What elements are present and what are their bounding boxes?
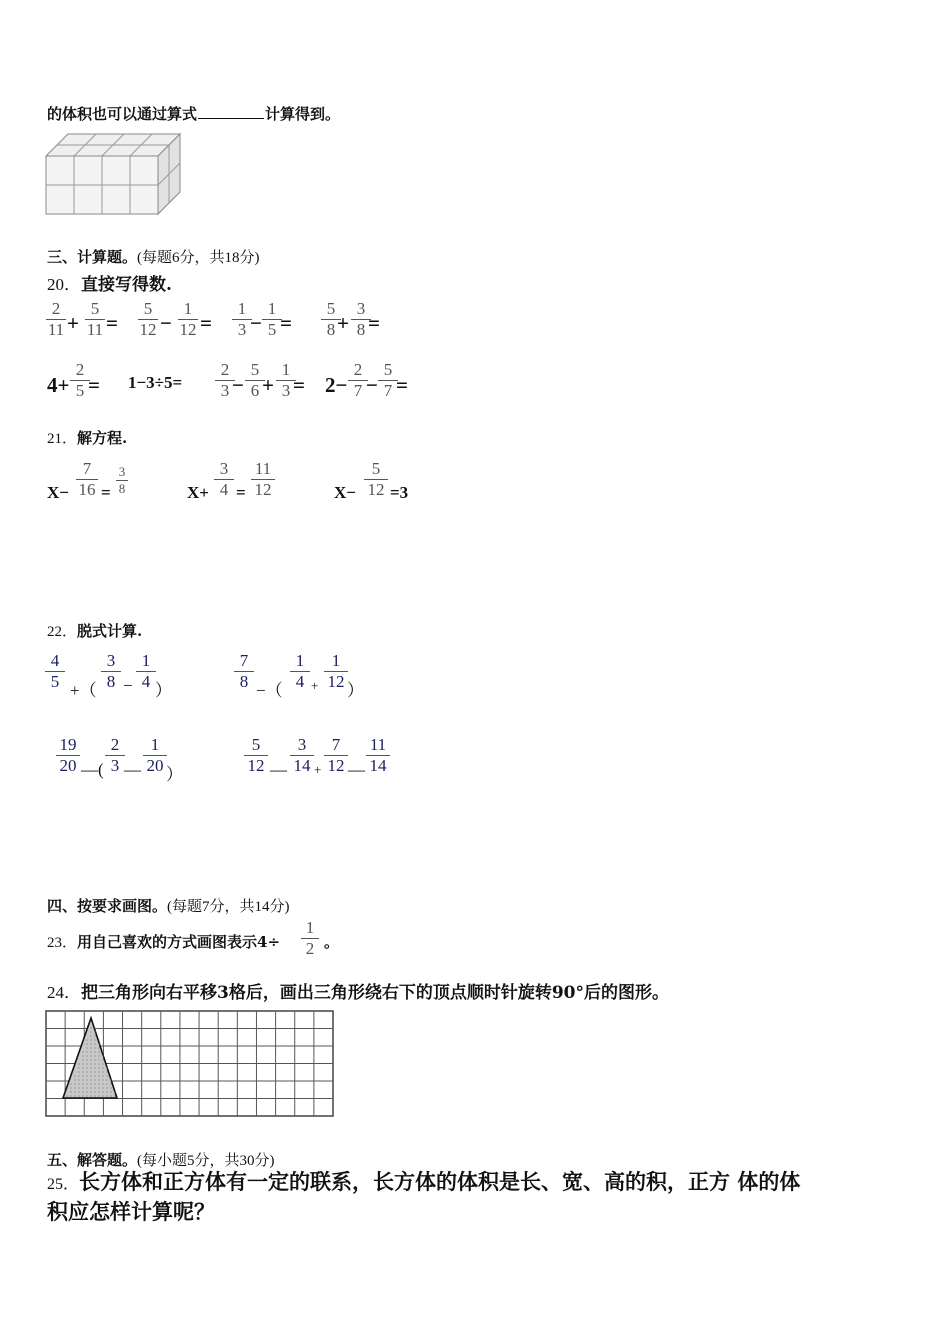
plus-sign: + bbox=[262, 373, 274, 397]
stipple-dot bbox=[102, 1087, 103, 1088]
equals-sign: = bbox=[106, 311, 118, 335]
close-paren: ） bbox=[166, 765, 183, 784]
stipple-dot bbox=[86, 1087, 87, 1088]
q19-text-before: 的体积也可以通过算式 bbox=[47, 105, 198, 123]
q22-number: 22． bbox=[47, 624, 78, 640]
stipple-dot bbox=[106, 1075, 107, 1076]
stipple-dot bbox=[94, 1079, 95, 1080]
q23-body: 用自己喜欢的方式画图表示4÷ bbox=[77, 933, 281, 951]
stipple-dot bbox=[82, 1095, 83, 1096]
stipple-dot bbox=[78, 1079, 79, 1080]
fraction: 5 7 bbox=[377, 361, 399, 399]
equation-x-minus: X− bbox=[47, 483, 69, 502]
q20-instruction: 直接写得数. bbox=[81, 275, 172, 295]
answer-blank[interactable] bbox=[198, 106, 264, 119]
stipple-dot bbox=[106, 1071, 107, 1072]
stipple-dot bbox=[86, 1091, 87, 1092]
fraction: 3 14 bbox=[289, 736, 315, 774]
q22-heading bbox=[47, 620, 142, 641]
q24-text bbox=[47, 978, 669, 1003]
stipple-dot bbox=[82, 1091, 83, 1092]
fraction: 7 12 bbox=[323, 736, 349, 774]
stipple-dot bbox=[90, 1059, 91, 1060]
minus-sign: − bbox=[366, 373, 378, 397]
minus-sign: — bbox=[270, 760, 287, 779]
stipple-dot bbox=[86, 1071, 87, 1072]
fraction: 2 7 bbox=[347, 361, 369, 399]
section3-title: 三、计算题。 bbox=[47, 248, 138, 266]
fraction: 1 12 bbox=[179, 299, 197, 339]
stipple-dot bbox=[86, 1067, 87, 1068]
q25-line1: 长方体和正方体有一定的联系，长方体的体积是长、宽、高的积，正方 体的体 bbox=[79, 1169, 801, 1194]
minus-sign: − bbox=[123, 676, 133, 695]
fraction: 5 12 bbox=[139, 299, 157, 339]
expr-4-plus: 4+ bbox=[47, 373, 70, 397]
minus-sign: − bbox=[160, 311, 172, 335]
stipple-dot bbox=[90, 1071, 91, 1072]
stipple-dot bbox=[98, 1075, 99, 1076]
equals-three: =3 bbox=[390, 483, 409, 502]
fraction: 1 3 bbox=[231, 300, 253, 338]
cuboid-figure bbox=[44, 132, 184, 216]
q21-heading bbox=[47, 427, 127, 448]
equation-x-minus: X− bbox=[334, 483, 356, 502]
stipple-dot bbox=[98, 1063, 99, 1064]
stipple-dot bbox=[86, 1047, 87, 1048]
stipple-dot bbox=[86, 1079, 87, 1080]
stipple-dot bbox=[102, 1075, 103, 1076]
stipple-dot bbox=[82, 1071, 83, 1072]
plus-sign: + bbox=[311, 678, 319, 693]
fraction: 1 4 bbox=[135, 652, 157, 690]
fraction: 3 8 bbox=[115, 465, 129, 495]
stipple-dot bbox=[114, 1095, 115, 1096]
stipple-dot bbox=[94, 1095, 95, 1096]
stipple-dot bbox=[78, 1071, 79, 1072]
stipple-dot bbox=[82, 1055, 83, 1056]
stipple-dot bbox=[94, 1051, 95, 1052]
fraction: 3 4 bbox=[213, 460, 235, 498]
fraction: 2 3 bbox=[214, 361, 236, 399]
section5-heading bbox=[47, 1149, 275, 1170]
stipple-dot bbox=[86, 1039, 87, 1040]
stipple-dot bbox=[82, 1075, 83, 1076]
expr-1-minus-3-div-5: 1−3÷5= bbox=[128, 373, 183, 392]
stipple-dot bbox=[94, 1027, 95, 1028]
stipple-dot bbox=[102, 1067, 103, 1068]
plus-sign: + bbox=[337, 311, 349, 335]
stipple-dot bbox=[78, 1095, 79, 1096]
stipple-dot bbox=[86, 1051, 87, 1052]
stipple-dot bbox=[70, 1095, 71, 1096]
fraction: 2 5 bbox=[69, 361, 91, 399]
q20-heading bbox=[47, 270, 172, 295]
equals-sign: = bbox=[396, 373, 408, 397]
stipple-dot bbox=[90, 1039, 91, 1040]
stipple-dot bbox=[98, 1055, 99, 1056]
stipple-dot bbox=[94, 1031, 95, 1032]
stipple-dot bbox=[90, 1087, 91, 1088]
fraction: 5 8 bbox=[320, 300, 342, 338]
stipple-dot bbox=[78, 1087, 79, 1088]
stipple-dot bbox=[90, 1031, 91, 1032]
minus-sign: — bbox=[124, 760, 141, 779]
fraction: 11 12 bbox=[250, 460, 276, 498]
stipple-dot bbox=[74, 1083, 75, 1084]
stipple-dot bbox=[70, 1087, 71, 1088]
stipple-dot bbox=[110, 1091, 111, 1092]
stipple-dot bbox=[94, 1039, 95, 1040]
stipple-dot bbox=[90, 1055, 91, 1056]
equals-sign: = bbox=[280, 311, 292, 335]
stipple-dot bbox=[94, 1047, 95, 1048]
equals-sign: = bbox=[200, 311, 212, 335]
stipple-dot bbox=[94, 1087, 95, 1088]
triangle-shape bbox=[63, 1018, 117, 1098]
stipple-dot bbox=[86, 1055, 87, 1056]
fraction: 1 20 bbox=[142, 736, 168, 774]
stipple-dot bbox=[86, 1059, 87, 1060]
q21-number: 21． bbox=[47, 431, 78, 447]
section4-score: (每题7分，共14分) bbox=[167, 899, 290, 915]
stipple-dot bbox=[74, 1075, 75, 1076]
q21-instruction: 解方程. bbox=[77, 429, 128, 447]
stipple-dot bbox=[98, 1087, 99, 1088]
stipple-dot bbox=[94, 1075, 95, 1076]
section5-score: (每小题5分，共30分) bbox=[137, 1153, 275, 1169]
fraction: 11 14 bbox=[365, 736, 391, 774]
stipple-dot bbox=[98, 1039, 99, 1040]
minus-sign: — bbox=[348, 760, 365, 779]
stipple-dot bbox=[94, 1043, 95, 1044]
stipple-dot bbox=[98, 1091, 99, 1092]
section3-heading bbox=[47, 246, 260, 267]
stipple-dot bbox=[102, 1095, 103, 1096]
stipple-dot bbox=[86, 1095, 87, 1096]
section3-score: (每题6分，共18分) bbox=[137, 250, 260, 266]
fraction: 7 16 bbox=[75, 460, 99, 498]
stipple-dot bbox=[98, 1095, 99, 1096]
close-paren: ） bbox=[155, 681, 172, 700]
plus-sign: + bbox=[314, 762, 322, 777]
equals-sign: = bbox=[236, 483, 246, 502]
stipple-dot bbox=[94, 1067, 95, 1068]
stipple-dot bbox=[74, 1079, 75, 1080]
stipple-dot bbox=[82, 1059, 83, 1060]
stipple-dot bbox=[86, 1043, 87, 1044]
q23-number: 23． bbox=[47, 935, 78, 951]
stipple-dot bbox=[82, 1087, 83, 1088]
fraction: 1 5 bbox=[261, 300, 283, 338]
equals-sign: = bbox=[101, 483, 111, 502]
stipple-dot bbox=[98, 1083, 99, 1084]
stipple-dot bbox=[98, 1059, 99, 1060]
close-paren: ） bbox=[347, 681, 364, 700]
stipple-dot bbox=[86, 1075, 87, 1076]
stipple-dot bbox=[94, 1055, 95, 1056]
fraction: 5 12 bbox=[363, 460, 389, 498]
q24-body: 把三角形向右平移3格后，画出三角形绕右下的顶点顺时针旋转90°后的图形。 bbox=[81, 983, 669, 1003]
stipple-dot bbox=[82, 1083, 83, 1084]
q25-number: 25． bbox=[47, 1176, 80, 1193]
q20-number: 20． bbox=[47, 275, 81, 294]
stipple-dot bbox=[74, 1095, 75, 1096]
fraction: 2 11 bbox=[47, 299, 65, 339]
stipple-dot bbox=[90, 1047, 91, 1048]
stipple-dot bbox=[102, 1051, 103, 1052]
stipple-dot bbox=[90, 1067, 91, 1068]
stipple-dot bbox=[90, 1095, 91, 1096]
stipple-dot bbox=[98, 1079, 99, 1080]
equals-sign: = bbox=[293, 373, 305, 397]
stipple-dot bbox=[90, 1083, 91, 1084]
minus-open-paren: —( bbox=[81, 760, 104, 779]
stipple-dot bbox=[70, 1083, 71, 1084]
stipple-dot bbox=[90, 1091, 91, 1092]
stipple-dot bbox=[106, 1083, 107, 1084]
stipple-dot bbox=[90, 1063, 91, 1064]
stipple-dot bbox=[102, 1091, 103, 1092]
stipple-dot bbox=[102, 1063, 103, 1064]
equation-x-plus: X+ bbox=[187, 483, 209, 502]
stipple-dot bbox=[106, 1067, 107, 1068]
stipple-dot bbox=[102, 1083, 103, 1084]
stipple-dot bbox=[106, 1091, 107, 1092]
stipple-dot bbox=[94, 1035, 95, 1036]
fraction: 5 12 bbox=[243, 736, 269, 774]
stipple-dot bbox=[98, 1043, 99, 1044]
stipple-dot bbox=[90, 1035, 91, 1036]
stipple-dot bbox=[98, 1047, 99, 1048]
q23-period: 。 bbox=[324, 933, 340, 951]
stipple-dot bbox=[90, 1051, 91, 1052]
section5-title: 五、解答题。 bbox=[47, 1151, 138, 1169]
fraction: 19 20 bbox=[55, 736, 81, 774]
q19-text-after: 计算得到。 bbox=[265, 105, 341, 123]
fraction: 3 8 bbox=[100, 652, 122, 690]
fraction: 3 8 bbox=[350, 300, 372, 338]
stipple-dot bbox=[90, 1027, 91, 1028]
fraction: 5 11 bbox=[86, 299, 104, 339]
stipple-dot bbox=[98, 1051, 99, 1052]
stipple-dot bbox=[106, 1095, 107, 1096]
plus-open-paren: +（ bbox=[70, 681, 97, 700]
stipple-dot bbox=[106, 1079, 107, 1080]
stipple-dot bbox=[94, 1063, 95, 1064]
stipple-dot bbox=[78, 1067, 79, 1068]
stipple-dot bbox=[94, 1083, 95, 1084]
fraction: 4 5 bbox=[44, 652, 66, 690]
stipple-dot bbox=[86, 1083, 87, 1084]
stipple-dot bbox=[78, 1075, 79, 1076]
fraction: 1 12 bbox=[323, 652, 349, 690]
stipple-dot bbox=[78, 1083, 79, 1084]
equals-sign: = bbox=[88, 373, 100, 397]
stipple-dot bbox=[90, 1079, 91, 1080]
stipple-dot bbox=[78, 1091, 79, 1092]
section4-heading bbox=[47, 895, 290, 916]
stipple-dot bbox=[82, 1051, 83, 1052]
q25-question bbox=[47, 1168, 907, 1225]
stipple-dot bbox=[86, 1063, 87, 1064]
stipple-dot bbox=[94, 1071, 95, 1072]
stipple-dot bbox=[110, 1079, 111, 1080]
stipple-dot bbox=[102, 1079, 103, 1080]
stipple-dot bbox=[82, 1079, 83, 1080]
stipple-dot bbox=[102, 1071, 103, 1072]
stipple-dot bbox=[98, 1067, 99, 1068]
fraction-one-half: 1 2 bbox=[300, 919, 320, 957]
stipple-dot bbox=[102, 1059, 103, 1060]
stipple-dot bbox=[90, 1075, 91, 1076]
section4-title: 四、按要求画图。 bbox=[47, 897, 168, 915]
q25-line2: 积应怎样计算呢？ bbox=[47, 1199, 215, 1224]
stipple-dot bbox=[114, 1091, 115, 1092]
stipple-dot bbox=[74, 1087, 75, 1088]
minus-sign: − bbox=[232, 373, 244, 397]
q19-text bbox=[47, 103, 340, 124]
fraction: 2 3 bbox=[104, 736, 126, 774]
stipple-dot bbox=[110, 1087, 111, 1088]
stipple-dot bbox=[110, 1083, 111, 1084]
stipple-dot bbox=[70, 1091, 71, 1092]
minus-sign: − bbox=[250, 311, 262, 335]
stipple-dot bbox=[102, 1055, 103, 1056]
fraction: 1 4 bbox=[289, 652, 311, 690]
stipple-dot bbox=[78, 1063, 79, 1064]
stipple-dot bbox=[110, 1095, 111, 1096]
stipple-dot bbox=[106, 1087, 107, 1088]
stipple-dot bbox=[82, 1063, 83, 1064]
q22-instruction: 脱式计算. bbox=[77, 622, 143, 640]
stipple-dot bbox=[66, 1095, 67, 1096]
expr-2-minus: 2− bbox=[325, 373, 348, 397]
stipple-dot bbox=[74, 1091, 75, 1092]
stipple-dot bbox=[94, 1091, 95, 1092]
minus-open-paren: −（ bbox=[256, 681, 283, 700]
fraction: 1 3 bbox=[275, 361, 297, 399]
stipple-dot bbox=[94, 1059, 95, 1060]
stipple-dot bbox=[82, 1067, 83, 1068]
stipple-dot bbox=[90, 1043, 91, 1044]
fraction: 7 8 bbox=[233, 652, 255, 690]
grid-with-triangle[interactable] bbox=[45, 1010, 335, 1118]
stipple-dot bbox=[98, 1071, 99, 1072]
q24-number: 24． bbox=[47, 983, 81, 1002]
fraction: 5 6 bbox=[244, 361, 266, 399]
equals-sign: = bbox=[368, 311, 380, 335]
plus-sign: + bbox=[67, 311, 79, 335]
q23-text bbox=[47, 931, 280, 952]
